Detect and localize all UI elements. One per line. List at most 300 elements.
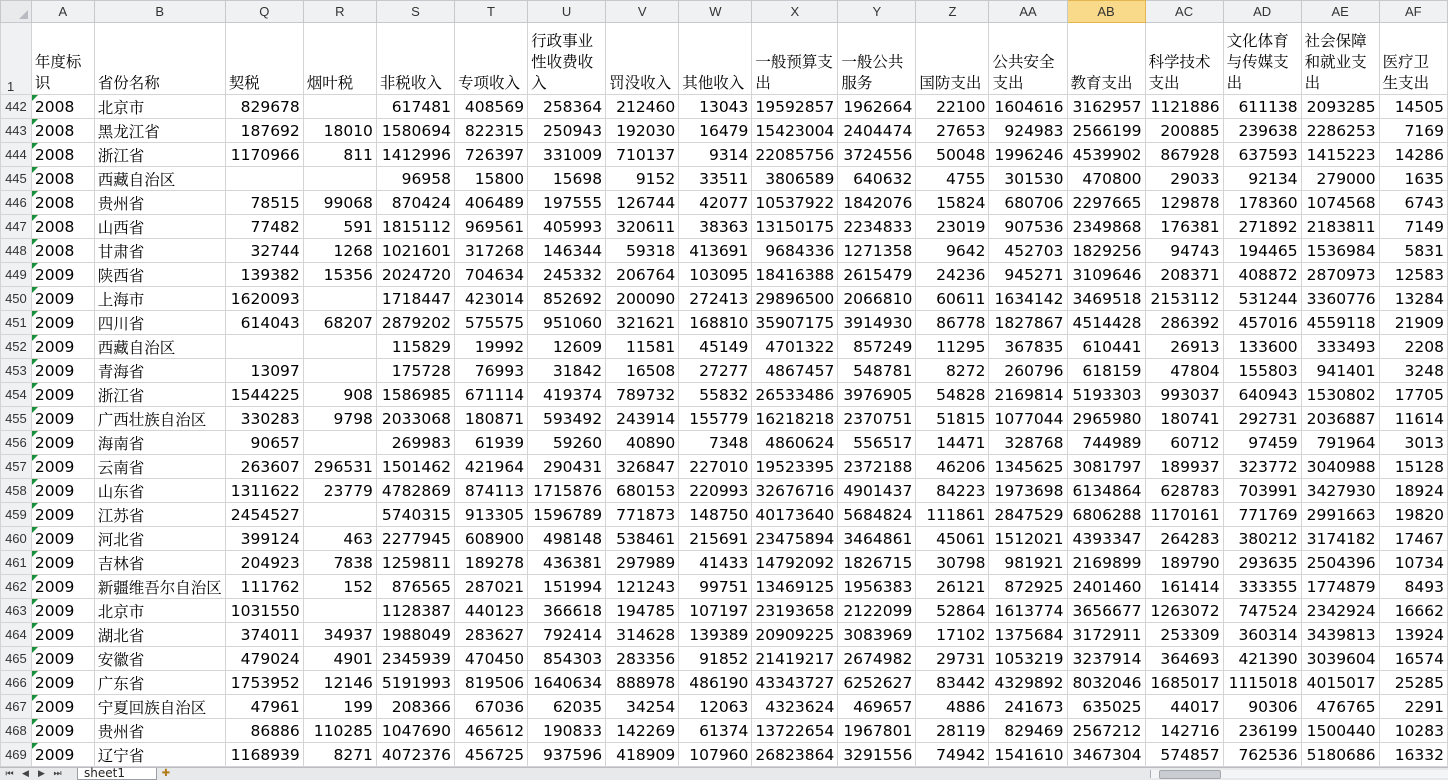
cell[interactable]: 1074568 [1301,191,1379,215]
cell[interactable]: 628783 [1145,479,1223,503]
cell[interactable]: 3162957 [1067,95,1145,119]
cell[interactable]: 9314 [679,143,752,167]
cell[interactable]: 4860624 [752,431,838,455]
cell[interactable]: 9684336 [752,239,838,263]
cell[interactable]: 870424 [376,191,454,215]
cell[interactable]: 北京市 [94,599,225,623]
row-number[interactable]: 445 [1,167,32,191]
cell[interactable]: 408569 [454,95,527,119]
cell[interactable]: 161414 [1145,575,1223,599]
cell[interactable]: 27653 [916,119,989,143]
cell[interactable]: 941401 [1301,359,1379,383]
cell[interactable]: 97459 [1223,431,1301,455]
cell[interactable]: 22100 [916,95,989,119]
cell[interactable]: 甘肃省 [94,239,225,263]
cell[interactable]: 250943 [528,119,606,143]
cell[interactable]: 30798 [916,551,989,575]
cell[interactable]: 6134864 [1067,479,1145,503]
column-header-af[interactable]: AF [1379,1,1447,23]
cell[interactable]: 945271 [989,263,1067,287]
cell[interactable]: 52864 [916,599,989,623]
cell[interactable]: 175728 [376,359,454,383]
cell[interactable]: 1170966 [225,143,303,167]
row-number[interactable]: 461 [1,551,32,575]
cell[interactable]: 2009 [31,623,94,647]
cell[interactable]: 418909 [606,743,679,767]
cell[interactable]: 13097 [225,359,303,383]
cell[interactable]: 1640634 [528,671,606,695]
cell[interactable]: 12609 [528,335,606,359]
cell[interactable]: 189278 [454,551,527,575]
cell[interactable]: 176381 [1145,215,1223,239]
row-number[interactable]: 446 [1,191,32,215]
cell[interactable]: 2991663 [1301,503,1379,527]
cell[interactable]: 62035 [528,695,606,719]
cell[interactable]: 1031550 [225,599,303,623]
cell[interactable]: 456725 [454,743,527,767]
cell[interactable]: 3656677 [1067,599,1145,623]
cell[interactable]: 151994 [528,575,606,599]
cell[interactable]: 791964 [1301,431,1379,455]
row-number[interactable]: 1 [1,23,32,95]
cell[interactable]: 189790 [1145,551,1223,575]
cell[interactable]: 2879202 [376,311,454,335]
cell[interactable]: 86778 [916,311,989,335]
cell[interactable]: 457016 [1223,311,1301,335]
cell[interactable]: 67036 [454,695,527,719]
cell[interactable]: 2277945 [376,527,454,551]
cell[interactable]: 1115018 [1223,671,1301,695]
cell[interactable]: 29731 [916,647,989,671]
cell[interactable]: 3291556 [838,743,916,767]
cell[interactable]: 黑龙江省 [94,119,225,143]
cell[interactable]: 北京市 [94,95,225,119]
cell[interactable]: 220993 [679,479,752,503]
cell[interactable]: 2615479 [838,263,916,287]
cell[interactable]: 50048 [916,143,989,167]
cell[interactable]: 405993 [528,215,606,239]
cell[interactable]: 993037 [1145,383,1223,407]
cell[interactable]: 15356 [303,263,376,287]
cell[interactable]: 208366 [376,695,454,719]
cell[interactable]: 575575 [454,311,527,335]
cell[interactable]: 187692 [225,119,303,143]
cell[interactable]: 10734 [1379,551,1447,575]
column-header-u[interactable]: U [528,1,606,23]
cell[interactable]: 1530802 [1301,383,1379,407]
cell[interactable]: 9152 [606,167,679,191]
cell[interactable]: 2401460 [1067,575,1145,599]
cell[interactable]: 3467304 [1067,743,1145,767]
cell[interactable]: 4755 [916,167,989,191]
cell[interactable]: 413691 [679,239,752,263]
cell[interactable]: 126744 [606,191,679,215]
cell[interactable]: 3464861 [838,527,916,551]
cell[interactable]: 2504396 [1301,551,1379,575]
field-header-cell[interactable]: 国防支出 [916,23,989,95]
cell[interactable]: 2009 [31,335,94,359]
cell[interactable]: 4782869 [376,479,454,503]
cell[interactable]: 2009 [31,383,94,407]
row-number[interactable]: 443 [1,119,32,143]
cell[interactable]: 3083969 [838,623,916,647]
cell[interactable]: 宁夏回族自治区 [94,695,225,719]
cell[interactable]: 406489 [454,191,527,215]
cell[interactable]: 470450 [454,647,527,671]
cell[interactable]: 3081797 [1067,455,1145,479]
cell[interactable]: 704634 [454,263,527,287]
cell[interactable]: 43343727 [752,671,838,695]
cell[interactable]: 11295 [916,335,989,359]
row-number[interactable]: 469 [1,743,32,767]
column-header-aa[interactable]: AA [989,1,1067,23]
cell[interactable]: 42077 [679,191,752,215]
row-number[interactable]: 442 [1,95,32,119]
cell[interactable]: 1613774 [989,599,1067,623]
cell[interactable]: 59260 [528,431,606,455]
cell[interactable]: 15128 [1379,455,1447,479]
cell[interactable]: 618159 [1067,359,1145,383]
cell[interactable]: 1718447 [376,287,454,311]
row-number[interactable]: 460 [1,527,32,551]
cell[interactable]: 10283 [1379,719,1447,743]
cell[interactable]: 2847529 [989,503,1067,527]
cell[interactable]: 河北省 [94,527,225,551]
cell[interactable]: 13469125 [752,575,838,599]
cell[interactable]: 47804 [1145,359,1223,383]
cell[interactable]: 264283 [1145,527,1223,551]
row-number[interactable]: 467 [1,695,32,719]
cell[interactable]: 32744 [225,239,303,263]
cell[interactable]: 470800 [1067,167,1145,191]
cell[interactable]: 1842076 [838,191,916,215]
column-header-t[interactable]: T [454,1,527,23]
cell[interactable]: 2009 [31,551,94,575]
cell[interactable]: 297989 [606,551,679,575]
field-header-cell[interactable]: 科学技术支出 [1145,23,1223,95]
cell[interactable]: 333493 [1301,335,1379,359]
cell[interactable]: 330283 [225,407,303,431]
cell[interactable]: 陕西省 [94,263,225,287]
cell[interactable]: 811 [303,143,376,167]
cell[interactable]: 111762 [225,575,303,599]
cell[interactable]: 142716 [1145,719,1223,743]
cell[interactable]: 90306 [1223,695,1301,719]
cell[interactable]: 465612 [454,719,527,743]
cell[interactable]: 51815 [916,407,989,431]
column-header-y[interactable]: Y [838,1,916,23]
cell[interactable]: 199 [303,695,376,719]
cell[interactable]: 452703 [989,239,1067,263]
cell[interactable]: 90657 [225,431,303,455]
cell[interactable]: 29896500 [752,287,838,311]
cell[interactable]: 771873 [606,503,679,527]
cell[interactable]: 574857 [1145,743,1223,767]
sheet-tab-sheet1[interactable]: sheet1 [77,768,157,780]
cell[interactable]: 54828 [916,383,989,407]
cell[interactable]: 366618 [528,599,606,623]
cell[interactable]: 479024 [225,647,303,671]
field-header-cell[interactable]: 一般预算支出 [752,23,838,95]
column-header-w[interactable]: W [679,1,752,23]
cell[interactable]: 4072376 [376,743,454,767]
cell[interactable]: 38363 [679,215,752,239]
cell[interactable]: 314628 [606,623,679,647]
cell[interactable]: 293635 [1223,551,1301,575]
cell[interactable]: 2008 [31,239,94,263]
cell[interactable]: 2169814 [989,383,1067,407]
cell[interactable]: 4329892 [989,671,1067,695]
cell[interactable]: 2008 [31,167,94,191]
cell[interactable]: 9798 [303,407,376,431]
cell[interactable]: 107197 [679,599,752,623]
cell[interactable]: 1259811 [376,551,454,575]
cell[interactable]: 789732 [606,383,679,407]
cell[interactable]: 59318 [606,239,679,263]
cell[interactable]: 1620093 [225,287,303,311]
cell[interactable]: 26913 [1145,335,1223,359]
cell[interactable]: 21419217 [752,647,838,671]
cell[interactable]: 2008 [31,191,94,215]
row-number[interactable]: 454 [1,383,32,407]
field-header-cell[interactable]: 社会保障和就业支出 [1301,23,1379,95]
cell[interactable]: 广西壮族自治区 [94,407,225,431]
cell[interactable]: 35907175 [752,311,838,335]
scrollbar-thumb[interactable] [1159,770,1221,779]
cell[interactable]: 287021 [454,575,527,599]
cell[interactable]: 1271358 [838,239,916,263]
cell[interactable]: 142269 [606,719,679,743]
cell[interactable] [303,431,376,455]
cell[interactable]: 12063 [679,695,752,719]
column-header-ac[interactable]: AC [1145,1,1223,23]
cell[interactable]: 16332 [1379,743,1447,767]
cell[interactable] [303,167,376,191]
cell[interactable]: 2566199 [1067,119,1145,143]
cell[interactable]: 189937 [1145,455,1223,479]
cell[interactable]: 139382 [225,263,303,287]
cell[interactable]: 548781 [838,359,916,383]
row-number[interactable]: 444 [1,143,32,167]
cell[interactable]: 115829 [376,335,454,359]
row-number[interactable]: 456 [1,431,32,455]
cell[interactable]: 2404474 [838,119,916,143]
cell[interactable] [303,95,376,119]
cell[interactable]: 33511 [679,167,752,191]
cell[interactable]: 吉林省 [94,551,225,575]
cell[interactable]: 26121 [916,575,989,599]
cell[interactable]: 3914930 [838,311,916,335]
cell[interactable]: 15824 [916,191,989,215]
field-header-cell[interactable]: 其他收入 [679,23,752,95]
cell[interactable]: 197555 [528,191,606,215]
cell[interactable]: 1512021 [989,527,1067,551]
cell[interactable]: 192030 [606,119,679,143]
column-header-v[interactable]: V [606,1,679,23]
cell[interactable]: 19992 [454,335,527,359]
cell[interactable]: 2009 [31,695,94,719]
cell[interactable]: 17467 [1379,527,1447,551]
cell[interactable]: 245332 [528,263,606,287]
cell[interactable]: 74942 [916,743,989,767]
cell[interactable]: 1634142 [989,287,1067,311]
cell[interactable]: 951060 [528,311,606,335]
row-number[interactable]: 458 [1,479,32,503]
cell[interactable]: 16479 [679,119,752,143]
cell[interactable]: 5193303 [1067,383,1145,407]
cell[interactable]: 14792092 [752,551,838,575]
cell[interactable]: 1263072 [1145,599,1223,623]
cell[interactable]: 2009 [31,263,94,287]
cell[interactable]: 703991 [1223,479,1301,503]
field-header-cell[interactable]: 一般公共服务 [838,23,916,95]
cell[interactable]: 556517 [838,431,916,455]
cell[interactable]: 浙江省 [94,383,225,407]
cell[interactable]: 854303 [528,647,606,671]
cell[interactable]: 133600 [1223,335,1301,359]
cell[interactable]: 1047690 [376,719,454,743]
cell[interactable]: 浙江省 [94,143,225,167]
cell[interactable]: 14505 [1379,95,1447,119]
cell[interactable]: 12146 [303,671,376,695]
cell[interactable]: 44017 [1145,695,1223,719]
cell[interactable]: 819506 [454,671,527,695]
cell[interactable]: 2965980 [1067,407,1145,431]
cell[interactable]: 2008 [31,143,94,167]
cell[interactable]: 328768 [989,431,1067,455]
cell[interactable]: 2009 [31,503,94,527]
cell[interactable]: 18924 [1379,479,1447,503]
cell[interactable]: 34937 [303,623,376,647]
cell[interactable]: 3360776 [1301,287,1379,311]
row-number[interactable]: 451 [1,311,32,335]
cell[interactable]: 1635 [1379,167,1447,191]
cell[interactable]: 286392 [1145,311,1223,335]
cell[interactable]: 241673 [989,695,1067,719]
cell[interactable]: 25285 [1379,671,1447,695]
cell[interactable]: 283356 [606,647,679,671]
cell[interactable]: 331009 [528,143,606,167]
cell[interactable]: 上海市 [94,287,225,311]
first-sheet-icon[interactable]: ⏮ [5,769,14,779]
row-number[interactable]: 448 [1,239,32,263]
cell[interactable]: 139389 [679,623,752,647]
cell[interactable]: 1829256 [1067,239,1145,263]
cell[interactable]: 200885 [1145,119,1223,143]
cell[interactable]: 107960 [679,743,752,767]
cell[interactable]: 635025 [1067,695,1145,719]
cell[interactable]: 762536 [1223,743,1301,767]
row-number[interactable]: 450 [1,287,32,311]
cell[interactable]: 83442 [916,671,989,695]
cell[interactable]: 2008 [31,119,94,143]
cell[interactable]: 1596789 [528,503,606,527]
cell[interactable]: 2009 [31,719,94,743]
cell[interactable]: 981921 [989,551,1067,575]
cell[interactable]: 14286 [1379,143,1447,167]
row-number[interactable]: 463 [1,599,32,623]
cell[interactable]: 3427930 [1301,479,1379,503]
cell[interactable]: 45149 [679,335,752,359]
cell[interactable]: 155779 [679,407,752,431]
cell[interactable]: 110285 [303,719,376,743]
cell[interactable]: 41433 [679,551,752,575]
cell[interactable]: 874113 [454,479,527,503]
cell[interactable]: 591 [303,215,376,239]
cell[interactable]: 486190 [679,671,752,695]
cell[interactable]: 26533486 [752,383,838,407]
cell[interactable]: 671114 [454,383,527,407]
cell[interactable]: 湖北省 [94,623,225,647]
cell[interactable]: 215691 [679,527,752,551]
cell[interactable]: 852692 [528,287,606,311]
cell[interactable]: 152 [303,575,376,599]
cell[interactable]: 27277 [679,359,752,383]
cell[interactable]: 5831 [1379,239,1447,263]
cell[interactable]: 江苏省 [94,503,225,527]
cell[interactable]: 538461 [606,527,679,551]
cell[interactable]: 23779 [303,479,376,503]
cell[interactable]: 青海省 [94,359,225,383]
cell[interactable]: 155803 [1223,359,1301,383]
field-header-cell[interactable]: 非税收入 [376,23,454,95]
cell[interactable]: 1268 [303,239,376,263]
cell[interactable]: 3109646 [1067,263,1145,287]
cell[interactable]: 908 [303,383,376,407]
cell[interactable]: 271892 [1223,215,1301,239]
cell[interactable]: 637593 [1223,143,1301,167]
cell[interactable]: 贵州省 [94,719,225,743]
cell[interactable]: 5180686 [1301,743,1379,767]
field-header-cell[interactable]: 公共安全支出 [989,23,1067,95]
cell[interactable]: 45061 [916,527,989,551]
cell[interactable]: 333355 [1223,575,1301,599]
cell[interactable]: 323772 [1223,455,1301,479]
cell[interactable]: 640632 [838,167,916,191]
cell[interactable]: 423014 [454,287,527,311]
cell[interactable]: 23193658 [752,599,838,623]
cell[interactable]: 2122099 [838,599,916,623]
cell[interactable]: 269983 [376,431,454,455]
cell[interactable]: 16508 [606,359,679,383]
cell[interactable]: 11581 [606,335,679,359]
row-number[interactable]: 449 [1,263,32,287]
cell[interactable]: 1021601 [376,239,454,263]
cell[interactable]: 2153112 [1145,287,1223,311]
row-number[interactable]: 465 [1,647,32,671]
cell[interactable]: 2169899 [1067,551,1145,575]
cell[interactable]: 243914 [606,407,679,431]
cell[interactable]: 9642 [916,239,989,263]
cell[interactable]: 103095 [679,263,752,287]
cell[interactable]: 99751 [679,575,752,599]
cell[interactable]: 680706 [989,191,1067,215]
cell[interactable]: 937596 [528,743,606,767]
cell[interactable]: 292731 [1223,407,1301,431]
cell[interactable]: 2009 [31,671,94,695]
cell[interactable]: 374011 [225,623,303,647]
cell[interactable]: 1956383 [838,575,916,599]
cell[interactable]: 1753952 [225,671,303,695]
cell[interactable]: 32676716 [752,479,838,503]
field-header-cell[interactable]: 文化体育与传媒支出 [1223,23,1301,95]
cell[interactable]: 78515 [225,191,303,215]
cell[interactable]: 3439813 [1301,623,1379,647]
cell[interactable]: 2370751 [838,407,916,431]
cell[interactable]: 14471 [916,431,989,455]
cell[interactable]: 180871 [454,407,527,431]
cell[interactable]: 531244 [1223,287,1301,311]
